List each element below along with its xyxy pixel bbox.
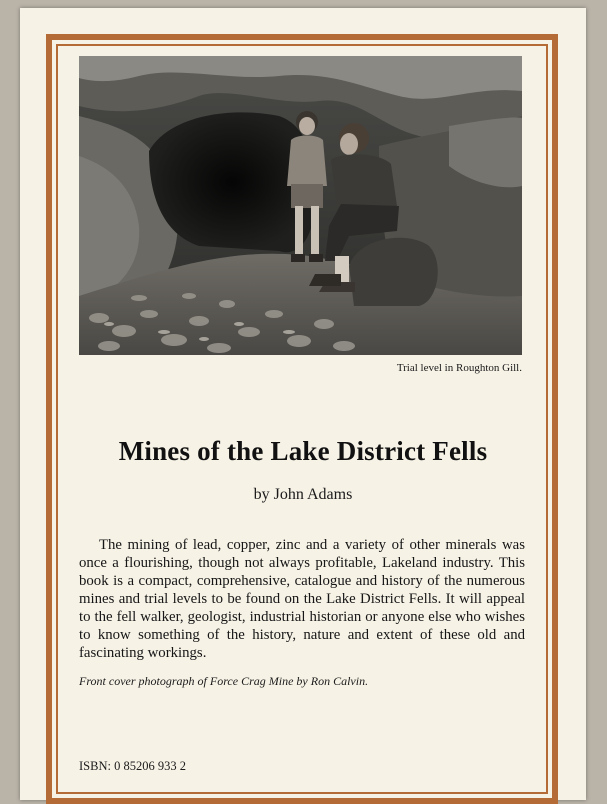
book-title: Mines of the Lake District Fells	[118, 436, 488, 466]
photo-caption: Trial level in Roughton Gill.	[396, 362, 522, 374]
cover-photo	[79, 56, 522, 355]
cover-photo-credit: Front cover photograph of Force Crag Mine by Ron Calvin.	[79, 674, 369, 688]
book-author: by John Adams	[253, 486, 353, 503]
mine-entrance-photo	[79, 56, 522, 355]
back-cover	[20, 8, 586, 800]
isbn: ISBN: 0 85206 933 2	[79, 759, 186, 773]
book-description: The mining of lead, copper, zinc and a variety of other minerals was once a flourishing, though not always profitable, Lakeland industry. This book is a compact, comprehensive, catalogue and history of the numerous mines and trial levels to be found on the Lake District Fells. It will appeal to the fell walker, geologist, industrial historian or anyone else who wishes to know something of the history, nature and extent of these old and fascinating workings.	[79, 537, 525, 661]
